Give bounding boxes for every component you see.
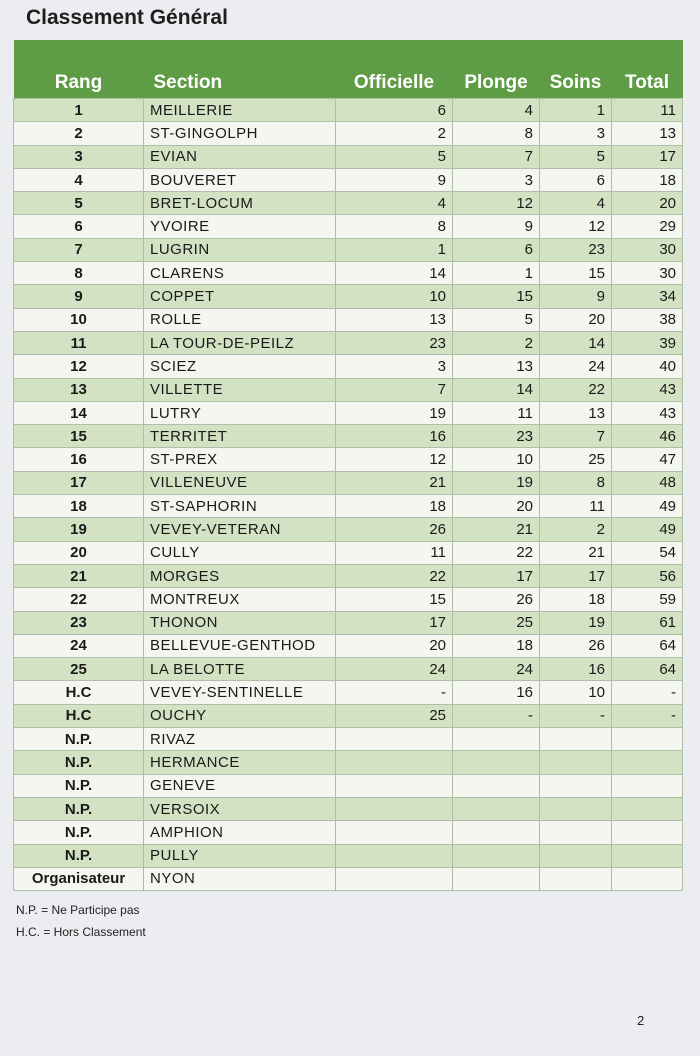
cell-soins: 26	[540, 634, 612, 657]
table-row	[14, 728, 683, 751]
cell-section: PULLY	[144, 844, 336, 867]
cell-rang: 23	[14, 611, 144, 634]
cell-section: HERMANCE	[144, 751, 336, 774]
cell-total: 59	[612, 588, 683, 611]
table-row	[14, 238, 683, 261]
cell-rang: H.C	[14, 704, 144, 727]
cell-section: BOUVERET	[144, 168, 336, 191]
cell-total: 43	[612, 378, 683, 401]
cell-plonge: 23	[453, 425, 540, 448]
cell-section: OUCHY	[144, 704, 336, 727]
cell-total: 18	[612, 168, 683, 191]
cell-officielle: 22	[336, 564, 453, 587]
cell-section: LUTRY	[144, 401, 336, 424]
table-row	[14, 99, 683, 122]
cell-rang: 4	[14, 168, 144, 191]
cell-total: -	[612, 704, 683, 727]
cell-total	[612, 728, 683, 751]
cell-officielle: 10	[336, 285, 453, 308]
cell-total	[612, 751, 683, 774]
cell-officielle: 13	[336, 308, 453, 331]
cell-rang: N.P.	[14, 751, 144, 774]
header-plonge: Plonge	[453, 40, 540, 99]
cell-soins: 6	[540, 168, 612, 191]
cell-plonge: 13	[453, 355, 540, 378]
cell-total: 29	[612, 215, 683, 238]
cell-soins: 15	[540, 262, 612, 285]
page-number: 2	[637, 1013, 645, 1028]
cell-officielle: -	[336, 681, 453, 704]
cell-plonge	[453, 867, 540, 890]
table-row	[14, 425, 683, 448]
table-row	[14, 867, 683, 890]
cell-total: 13	[612, 122, 683, 145]
header-rang: Rang	[14, 40, 144, 99]
cell-officielle: 21	[336, 471, 453, 494]
cell-section: THONON	[144, 611, 336, 634]
table-row	[14, 564, 683, 587]
cell-soins: -	[540, 704, 612, 727]
note-hc: H.C. = Hors Classement	[16, 925, 146, 939]
header-officielle: Officielle	[336, 40, 453, 99]
cell-soins: 21	[540, 541, 612, 564]
cell-section: COPPET	[144, 285, 336, 308]
table-row	[14, 215, 683, 238]
cell-officielle: 9	[336, 168, 453, 191]
cell-section: MONTREUX	[144, 588, 336, 611]
cell-total: 20	[612, 192, 683, 215]
table-row	[14, 308, 683, 331]
table-row	[14, 681, 683, 704]
cell-soins: 18	[540, 588, 612, 611]
cell-soins: 8	[540, 471, 612, 494]
cell-soins	[540, 844, 612, 867]
cell-officielle: 5	[336, 145, 453, 168]
cell-rang: 19	[14, 518, 144, 541]
cell-soins	[540, 774, 612, 797]
cell-plonge: 25	[453, 611, 540, 634]
cell-officielle: 20	[336, 634, 453, 657]
cell-soins	[540, 751, 612, 774]
table-row	[14, 658, 683, 681]
cell-plonge: 6	[453, 238, 540, 261]
table-row	[14, 448, 683, 471]
cell-officielle: 1	[336, 238, 453, 261]
cell-rang: 5	[14, 192, 144, 215]
cell-rang: N.P.	[14, 797, 144, 820]
cell-soins	[540, 797, 612, 820]
cell-soins: 16	[540, 658, 612, 681]
table-row	[14, 122, 683, 145]
cell-rang: 16	[14, 448, 144, 471]
cell-plonge: 12	[453, 192, 540, 215]
cell-total: 11	[612, 99, 683, 122]
cell-officielle: 3	[336, 355, 453, 378]
table-row	[14, 541, 683, 564]
cell-rang: 17	[14, 471, 144, 494]
cell-officielle: 7	[336, 378, 453, 401]
cell-officielle: 11	[336, 541, 453, 564]
cell-soins: 19	[540, 611, 612, 634]
cell-rang: 22	[14, 588, 144, 611]
table-row	[14, 821, 683, 844]
cell-officielle: 8	[336, 215, 453, 238]
cell-total: -	[612, 681, 683, 704]
table-row	[14, 588, 683, 611]
cell-section: VERSOIX	[144, 797, 336, 820]
cell-section: VILLENEUVE	[144, 471, 336, 494]
cell-plonge	[453, 728, 540, 751]
cell-rang: 15	[14, 425, 144, 448]
cell-rang: 1	[14, 99, 144, 122]
cell-section: GENEVE	[144, 774, 336, 797]
cell-section: SCIEZ	[144, 355, 336, 378]
cell-officielle	[336, 728, 453, 751]
cell-plonge	[453, 844, 540, 867]
cell-plonge: 22	[453, 541, 540, 564]
cell-total: 49	[612, 495, 683, 518]
cell-total: 17	[612, 145, 683, 168]
cell-plonge: 3	[453, 168, 540, 191]
cell-rang: 13	[14, 378, 144, 401]
cell-plonge: 4	[453, 99, 540, 122]
cell-total: 49	[612, 518, 683, 541]
table-row	[14, 471, 683, 494]
page-title: Classement Général	[26, 6, 228, 29]
cell-section: MORGES	[144, 564, 336, 587]
cell-rang: H.C	[14, 681, 144, 704]
table-row	[14, 401, 683, 424]
cell-officielle	[336, 751, 453, 774]
cell-total: 30	[612, 262, 683, 285]
cell-officielle: 4	[336, 192, 453, 215]
cell-rang: 3	[14, 145, 144, 168]
cell-officielle: 12	[336, 448, 453, 471]
cell-section: NYON	[144, 867, 336, 890]
cell-rang: 11	[14, 331, 144, 354]
ranking-table	[13, 40, 683, 891]
cell-soins: 24	[540, 355, 612, 378]
cell-officielle: 24	[336, 658, 453, 681]
cell-soins: 20	[540, 308, 612, 331]
cell-plonge: 20	[453, 495, 540, 518]
cell-officielle: 25	[336, 704, 453, 727]
cell-total	[612, 844, 683, 867]
cell-section: VILLETTE	[144, 378, 336, 401]
cell-officielle: 17	[336, 611, 453, 634]
cell-soins	[540, 867, 612, 890]
cell-plonge: 9	[453, 215, 540, 238]
cell-section: RIVAZ	[144, 728, 336, 751]
cell-section: LUGRIN	[144, 238, 336, 261]
cell-rang: 20	[14, 541, 144, 564]
cell-plonge: 2	[453, 331, 540, 354]
cell-section: BRET-LOCUM	[144, 192, 336, 215]
cell-plonge: 14	[453, 378, 540, 401]
cell-rang: 9	[14, 285, 144, 308]
cell-soins: 12	[540, 215, 612, 238]
cell-section: AMPHION	[144, 821, 336, 844]
cell-plonge: 17	[453, 564, 540, 587]
header-soins: Soins	[540, 40, 612, 99]
cell-plonge: 5	[453, 308, 540, 331]
cell-total: 54	[612, 541, 683, 564]
cell-total: 40	[612, 355, 683, 378]
cell-soins: 11	[540, 495, 612, 518]
cell-rang: 7	[14, 238, 144, 261]
cell-officielle	[336, 774, 453, 797]
cell-total: 43	[612, 401, 683, 424]
cell-section: CLARENS	[144, 262, 336, 285]
cell-plonge: 21	[453, 518, 540, 541]
cell-soins: 13	[540, 401, 612, 424]
cell-plonge: 7	[453, 145, 540, 168]
cell-soins: 3	[540, 122, 612, 145]
cell-total: 47	[612, 448, 683, 471]
cell-total: 61	[612, 611, 683, 634]
table-row	[14, 378, 683, 401]
cell-total: 34	[612, 285, 683, 308]
cell-rang: Organisateur	[14, 867, 144, 890]
cell-section: ROLLE	[144, 308, 336, 331]
cell-soins: 1	[540, 99, 612, 122]
table-row	[14, 518, 683, 541]
cell-officielle: 19	[336, 401, 453, 424]
note-np: N.P. = Ne Participe pas	[16, 903, 140, 917]
cell-soins: 9	[540, 285, 612, 308]
cell-soins: 22	[540, 378, 612, 401]
table-row	[14, 168, 683, 191]
cell-soins: 23	[540, 238, 612, 261]
cell-officielle: 2	[336, 122, 453, 145]
table-header	[14, 40, 683, 99]
table-row	[14, 495, 683, 518]
cell-section: CULLY	[144, 541, 336, 564]
cell-section: TERRITET	[144, 425, 336, 448]
cell-plonge: 8	[453, 122, 540, 145]
table-body	[14, 99, 683, 891]
cell-officielle	[336, 867, 453, 890]
cell-rang: 24	[14, 634, 144, 657]
cell-rang: 21	[14, 564, 144, 587]
header-section: Section	[144, 40, 336, 99]
cell-officielle: 15	[336, 588, 453, 611]
cell-soins	[540, 821, 612, 844]
cell-plonge: 16	[453, 681, 540, 704]
table-row	[14, 844, 683, 867]
table-row	[14, 192, 683, 215]
cell-officielle	[336, 797, 453, 820]
cell-officielle: 26	[336, 518, 453, 541]
cell-section: EVIAN	[144, 145, 336, 168]
table-row	[14, 355, 683, 378]
header-total: Total	[612, 40, 683, 99]
table-row	[14, 774, 683, 797]
cell-soins: 17	[540, 564, 612, 587]
cell-total: 46	[612, 425, 683, 448]
cell-plonge: 24	[453, 658, 540, 681]
cell-rang: 12	[14, 355, 144, 378]
cell-plonge: 15	[453, 285, 540, 308]
cell-total: 56	[612, 564, 683, 587]
cell-total: 38	[612, 308, 683, 331]
cell-total	[612, 867, 683, 890]
cell-section: BELLEVUE-GENTHOD	[144, 634, 336, 657]
table-row	[14, 262, 683, 285]
cell-rang: 14	[14, 401, 144, 424]
cell-plonge	[453, 751, 540, 774]
table-row	[14, 611, 683, 634]
cell-rang: 10	[14, 308, 144, 331]
cell-soins: 14	[540, 331, 612, 354]
cell-soins: 7	[540, 425, 612, 448]
cell-soins: 10	[540, 681, 612, 704]
cell-plonge: 1	[453, 262, 540, 285]
cell-rang: N.P.	[14, 774, 144, 797]
cell-plonge: 18	[453, 634, 540, 657]
cell-total: 30	[612, 238, 683, 261]
cell-officielle: 14	[336, 262, 453, 285]
cell-section: VEVEY-SENTINELLE	[144, 681, 336, 704]
cell-soins: 5	[540, 145, 612, 168]
cell-rang: N.P.	[14, 728, 144, 751]
cell-officielle: 6	[336, 99, 453, 122]
cell-section: LA BELOTTE	[144, 658, 336, 681]
cell-plonge: 10	[453, 448, 540, 471]
cell-officielle	[336, 844, 453, 867]
cell-plonge	[453, 797, 540, 820]
cell-officielle	[336, 821, 453, 844]
cell-total: 64	[612, 658, 683, 681]
table-row	[14, 634, 683, 657]
cell-section: VEVEY-VETERAN	[144, 518, 336, 541]
cell-total	[612, 774, 683, 797]
cell-section: ST-PREX	[144, 448, 336, 471]
cell-soins: 25	[540, 448, 612, 471]
cell-rang: N.P.	[14, 821, 144, 844]
cell-plonge: 11	[453, 401, 540, 424]
cell-soins	[540, 728, 612, 751]
cell-section: YVOIRE	[144, 215, 336, 238]
table-row	[14, 751, 683, 774]
cell-officielle: 18	[336, 495, 453, 518]
cell-rang: 2	[14, 122, 144, 145]
cell-section: LA TOUR-DE-PEILZ	[144, 331, 336, 354]
cell-total: 48	[612, 471, 683, 494]
cell-section: ST-GINGOLPH	[144, 122, 336, 145]
header-row	[14, 40, 683, 99]
cell-officielle: 23	[336, 331, 453, 354]
cell-rang: 6	[14, 215, 144, 238]
table-row	[14, 331, 683, 354]
cell-plonge: -	[453, 704, 540, 727]
cell-rang: N.P.	[14, 844, 144, 867]
cell-total: 39	[612, 331, 683, 354]
cell-total: 64	[612, 634, 683, 657]
table-row	[14, 797, 683, 820]
cell-section: MEILLERIE	[144, 99, 336, 122]
cell-plonge: 26	[453, 588, 540, 611]
cell-section: ST-SAPHORIN	[144, 495, 336, 518]
cell-soins: 2	[540, 518, 612, 541]
cell-total	[612, 821, 683, 844]
table-row	[14, 704, 683, 727]
cell-officielle: 16	[336, 425, 453, 448]
cell-rang: 8	[14, 262, 144, 285]
cell-plonge	[453, 774, 540, 797]
table-row	[14, 145, 683, 168]
table-row	[14, 285, 683, 308]
cell-rang: 25	[14, 658, 144, 681]
cell-soins: 4	[540, 192, 612, 215]
cell-total	[612, 797, 683, 820]
cell-plonge	[453, 821, 540, 844]
cell-rang: 18	[14, 495, 144, 518]
cell-plonge: 19	[453, 471, 540, 494]
